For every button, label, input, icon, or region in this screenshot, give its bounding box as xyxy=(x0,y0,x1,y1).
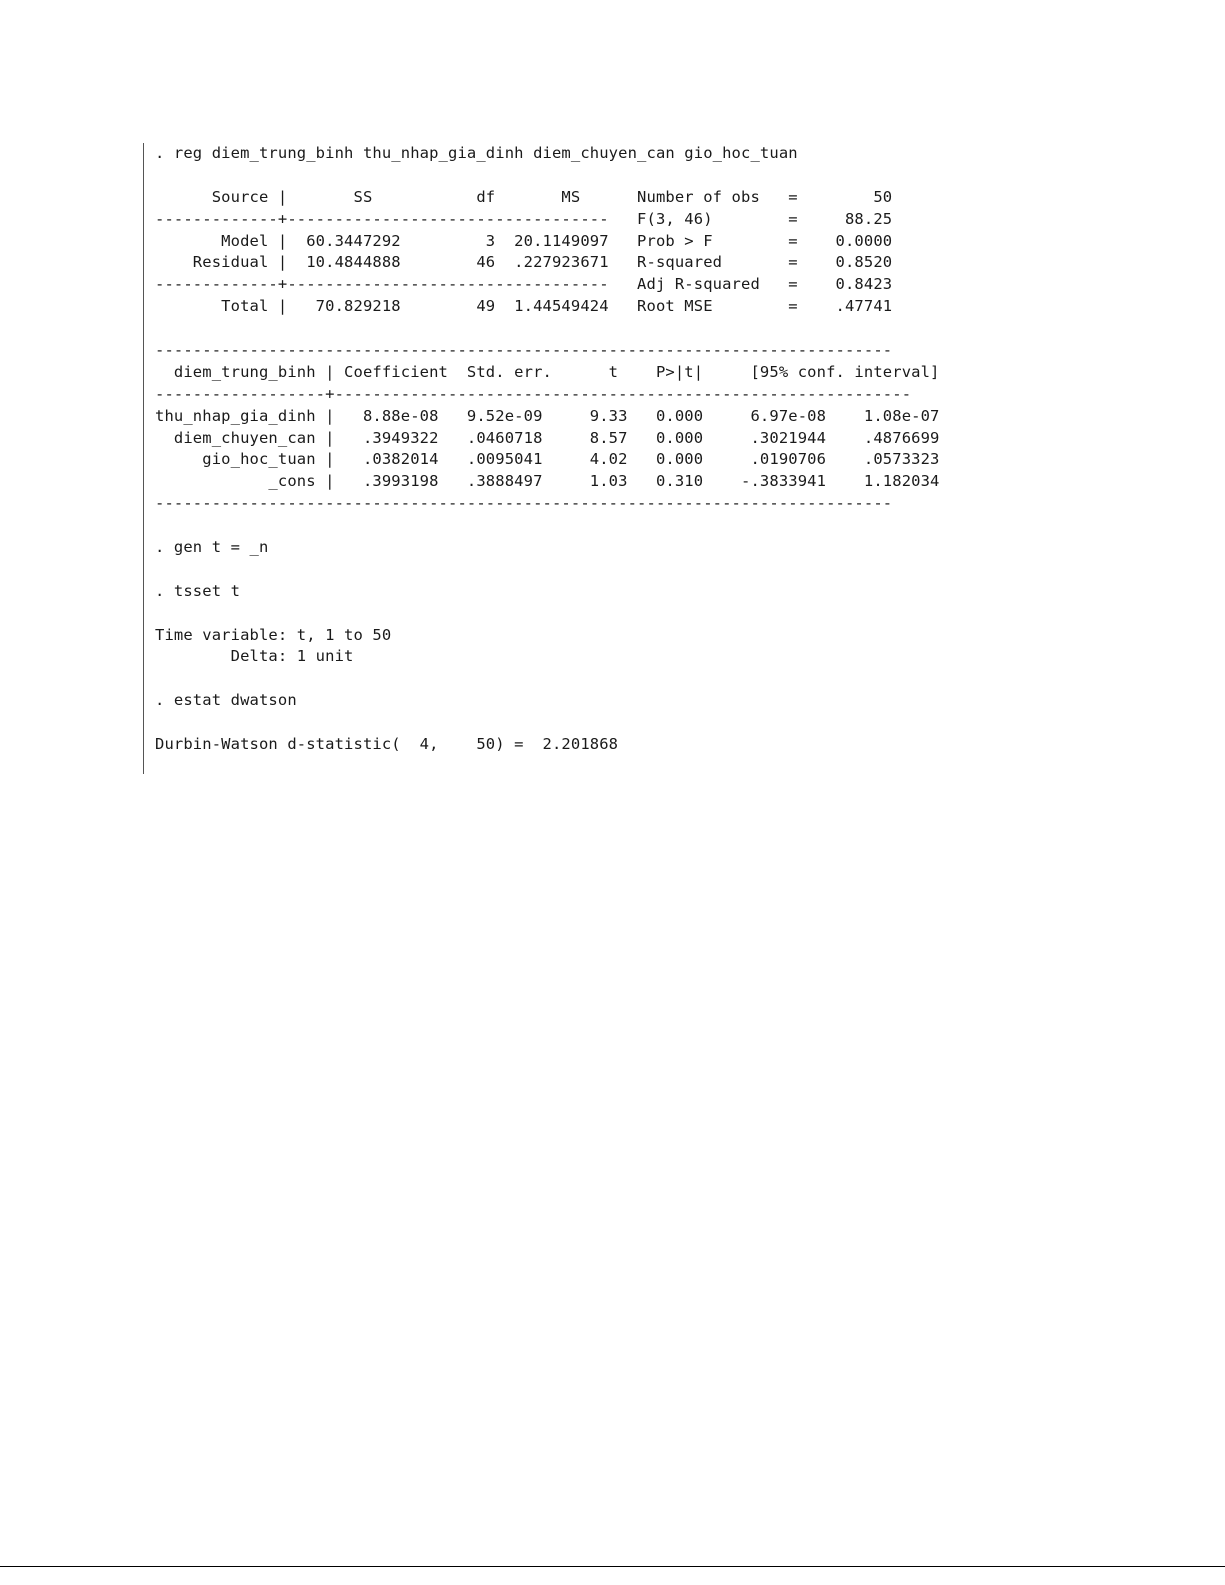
coef-table-top-rule: ------------------------------------------------------------------------------ xyxy=(155,341,893,360)
anova-header-row: Source | SS df MS Number of obs = 50 xyxy=(155,187,893,206)
command-gen: . gen t = _n xyxy=(155,538,269,557)
blank-line xyxy=(155,559,940,581)
coef-table-bottom-rule: ------------------------------------------------------------------------------ xyxy=(155,494,893,513)
blank-line xyxy=(155,668,940,690)
durbin-watson-result: Durbin-Watson d-statistic( 4, 50) = 2.201868 xyxy=(155,735,619,754)
coef-row-cons: _cons | .3993198 .3888497 1.03 0.310 -.3833941 1.182034 xyxy=(155,472,940,491)
coef-row-diem-chuyen-can: diem_chuyen_can | .3949322 .0460718 8.57 0.000 .3021944 .4876699 xyxy=(155,428,940,447)
blank-line xyxy=(155,318,940,340)
coef-table-header: diem_trung_binh | Coefficient Std. err. t P>|t| [95% conf. interval] xyxy=(155,362,940,381)
command-tsset: . tsset t xyxy=(155,581,241,600)
stata-results-output xyxy=(143,143,940,774)
coef-row-gio-hoc-tuan: gio_hoc_tuan | .0382014 .0095041 4.02 0.000 .0190706 .0573323 xyxy=(155,450,940,469)
delta-output: Delta: 1 unit xyxy=(155,647,354,666)
command-reg: . reg diem_trung_binh thu_nhap_gia_dinh diem_chuyen_can gio_hoc_tuan xyxy=(155,144,798,162)
anova-separator-row: -------------+---------------------------------- F(3, 46) = 88.25 xyxy=(155,209,893,228)
anova-separator-row: -------------+---------------------------------- Adj R-squared = 0.8423 xyxy=(155,275,893,294)
page-bottom-border xyxy=(0,1566,1225,1567)
blank-line xyxy=(155,165,940,187)
time-variable-output: Time variable: t, 1 to 50 xyxy=(155,625,392,644)
anova-model-row: Model | 60.3447292 3 20.1149097 Prob > F = 0.0000 xyxy=(155,231,893,250)
command-estat-dwatson: . estat dwatson xyxy=(155,691,297,710)
coef-table-header-rule: ------------------+------------------------------------------------------------- xyxy=(155,384,912,403)
anova-total-row: Total | 70.829218 49 1.44549424 Root MSE = .47741 xyxy=(155,297,893,316)
blank-line xyxy=(155,515,940,537)
anova-residual-row: Residual | 10.4844888 46 .227923671 R-squared = 0.8520 xyxy=(155,253,893,272)
blank-line xyxy=(155,712,940,734)
coef-row-thu-nhap-gia-dinh: thu_nhap_gia_dinh | 8.88e-08 9.52e-09 9.33 0.000 6.97e-08 1.08e-07 xyxy=(155,406,940,425)
blank-line xyxy=(155,603,940,625)
